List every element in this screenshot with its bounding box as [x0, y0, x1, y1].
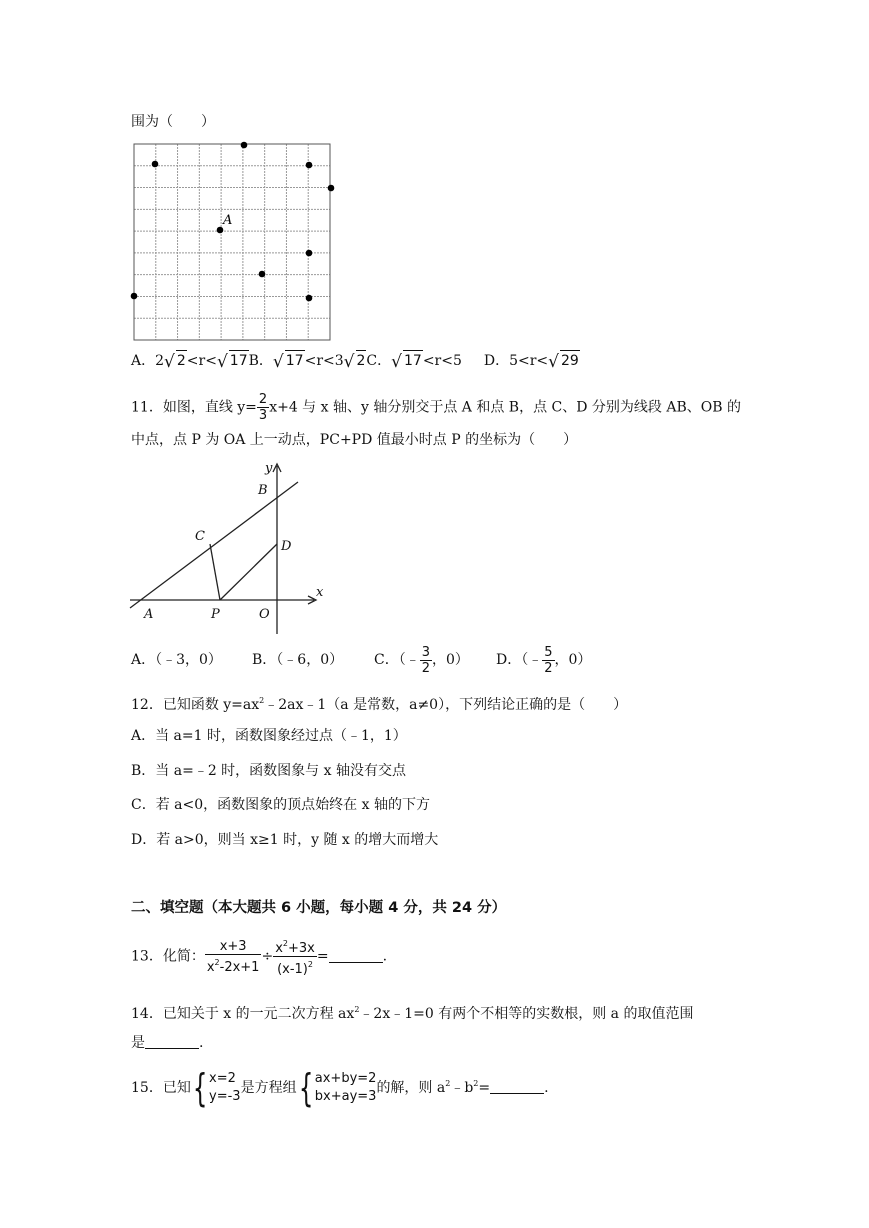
q13-fraction-1: $\frac{x+3}{x^2-2x+1}$ [206, 938, 260, 975]
q11-fig-label-a: A [144, 607, 154, 622]
q10-option-a: A．2√ 2<r<√ 17 [131, 352, 248, 372]
q14-line2: 是 . [131, 1035, 204, 1051]
q11-option-a: A．（﹣3，0） [131, 652, 222, 668]
q10-stem-tail: 围为（ ） [131, 114, 215, 130]
grid-point [328, 185, 335, 192]
q12-option-d: D．若 a>0，则当 x≥1 时，y 随 x 的增大而增大 [131, 832, 439, 848]
section-2-title: 二、填空题（本大题共 6 小题，每小题 4 分，共 24 分） [131, 900, 507, 916]
grid-figure [128, 138, 338, 344]
grid-point [152, 161, 159, 168]
q11-fig-label-p: P [211, 607, 220, 622]
q12-stem: 12．已知函数 $y=ax^2﹣2ax﹣1(a$ 是常数，a≠0），下列结论正确的是（ ） [131, 696, 628, 713]
q11-option-b: B．（﹣6，0） [252, 652, 344, 668]
q10-option-d: D．5<r<√ 29 [483, 352, 579, 372]
q14-line1: 14．已知关于 x 的一元二次方程 $ax^2﹣2x﹣1=0$ 有两个不相等的实数根，则 a 的取值范围 [131, 1005, 694, 1022]
grid-point [259, 271, 266, 278]
q15-solution-system: x=2 y=-3 [209, 1071, 241, 1104]
q14-answer-blank[interactable] [145, 1034, 199, 1049]
q10-options [131, 350, 580, 372]
q11-fig-label-d: D [281, 539, 292, 554]
q15-answer-blank[interactable] [490, 1079, 544, 1094]
q11-figure [128, 458, 328, 636]
q10-option-c: C．√ 17<r<5 [366, 352, 462, 372]
q11-fig-label-y: y [265, 461, 273, 476]
q13: 13．化简： $\frac{x+3}{x^2-2x+1}$ ÷ $\frac{x^2+3x}{(x-1)^2}$ = . [131, 936, 387, 977]
q13-fraction-2: $\frac{x^2+3x}{(x-1)^2}$ [273, 936, 317, 977]
grid-point-a-label: A [223, 213, 233, 228]
q12-option-a: A．当 a=1 时，函数图象经过点（﹣1，1） [131, 728, 407, 744]
grid-point [306, 162, 313, 169]
grid-point [131, 293, 138, 300]
q11-fig-label-x: x [316, 585, 324, 600]
q11-fig-label-o: O [259, 607, 270, 622]
q12-option-c: C．若 a<0，函数图象的顶点始终在 x 轴的下方 [131, 797, 430, 813]
q12-option-b: B．当 a=﹣2 时，函数图象与 x 轴没有交点 [131, 763, 406, 779]
q11-stem-line2: 中点，点 P 为 OA 上一动点，PC+PD 值最小时点 P 的坐标为（ ） [131, 432, 578, 448]
q11-fraction: $\frac{2}{3}$ [258, 392, 268, 423]
q11-fig-label-c: C [195, 529, 205, 544]
q10-option-b: B．√ 17<r<3√ 2 [248, 352, 366, 372]
q15: 15．已知{ x=2 y=-3 是方程组{ ax+by=2 bx+ay=3 的解，则 $a^2﹣b^2=$ . [131, 1066, 549, 1110]
q11-fig-label-b: B [258, 483, 268, 498]
q11-option-c: C．（﹣ $\frac{3}{2}$ ，0） [374, 644, 469, 676]
q11-option-d: D．（﹣ $\frac{5}{2}$ ，0） [496, 644, 592, 676]
grid-point [241, 142, 248, 149]
grid-point [306, 295, 313, 302]
q13-answer-blank[interactable] [329, 948, 383, 963]
q11-stem-line1: 11．如图，直线 y= $\frac{2}{3}$ x+4 与 x 轴、y 轴分别交于点 A 和点 B，点 C、D 分别为线段 AB、OB 的 [131, 392, 741, 423]
q15-equation-system: ax+by=2 bx+ay=3 [314, 1071, 377, 1104]
grid-point [306, 250, 313, 257]
